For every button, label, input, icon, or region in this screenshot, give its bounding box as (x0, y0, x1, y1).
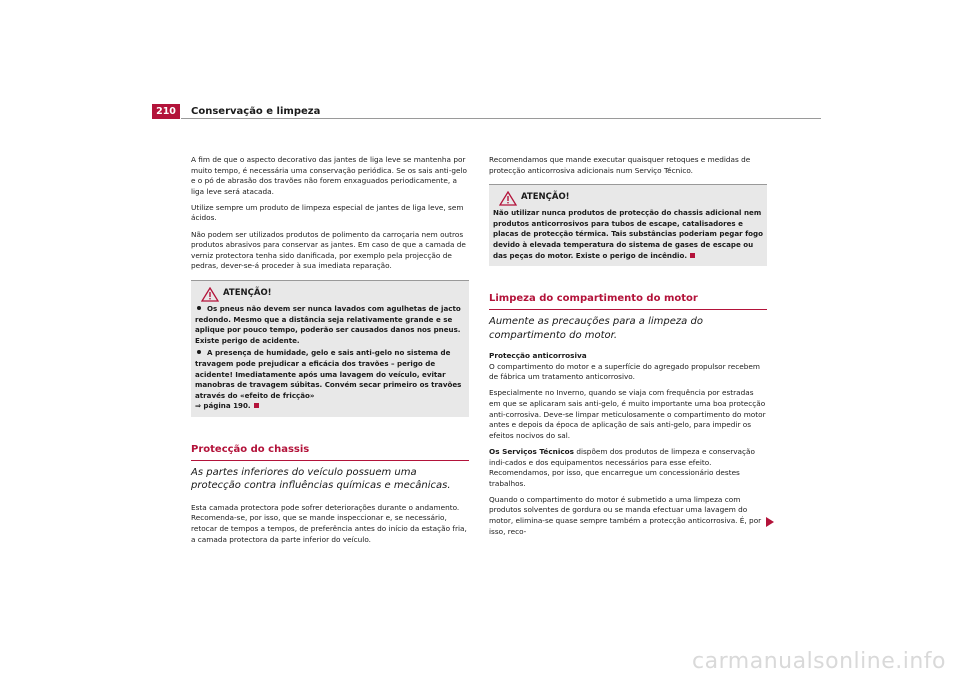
section-divider (191, 460, 469, 461)
left-column (191, 155, 469, 551)
warning-title: ATENÇÃO! (521, 192, 570, 203)
paragraph-text: dispõem dos produtos de limpeza e conservação indi-cados e dos equipamentos necessários para esse efeito. Recomendamos, por isso, que encarregue um concessionário destes trabalhos. (489, 446, 755, 488)
bullet-icon (197, 306, 201, 310)
warning-triangle-icon (201, 287, 219, 302)
paragraph: O compartimento do motor e a superfície do agregado propulsor recebem de fábrica um tratamento anticorrosivo. (489, 361, 760, 382)
emphasis-text: Os Serviços Técnicos (489, 446, 575, 456)
warning-box (489, 184, 767, 266)
warning-triangle-icon (499, 191, 517, 206)
section-title: Limpeza do compartimento do motor (489, 293, 698, 305)
section-subtitle: Aumente as precauções para a limpeza do compartimento do motor. (489, 316, 703, 341)
warning-item-text: A presença de humidade, gelo e sais anti-gelo no sistema de travagem pode prejudicar a eficácia dos travões – perigo de acidente! Imediatamente após uma lavagem do veículo, evitar manobras de travagem súbitas. Convém secar primeiro os travões através do «efeito de fricção» (195, 348, 462, 400)
watermark: carmanualsonline.info (692, 649, 946, 674)
header-divider (181, 118, 821, 119)
page-reference-link[interactable]: ⇒ página 190. (195, 401, 251, 411)
list-item (195, 348, 465, 412)
end-of-section-icon (254, 403, 259, 408)
end-of-section-icon (690, 253, 695, 258)
paragraph: A fim de que o aspecto decorativo das jantes de liga leve se mantenha por muito tempo, é necessária uma conservação periódica. Se os sais anti-gelo e o pó de abrasão dos travões não forem enxaguados periodicamente, a liga leve será atacada. (191, 155, 467, 196)
bullet-icon (197, 350, 201, 354)
warning-text: Não utilizar nunca produtos de protecção do chassis adicional nem produtos anticorrosivos para tubos de escape, catalisadores e placas de protecção térmica. Tais substâncias poderiam pegar fogo devido à elevada temperatura do sistema de gases de escape ou das peças do motor. Existe o perigo de incêndio. (493, 208, 764, 260)
paragraph: Esta camada protectora pode sofrer deteriorações durante o andamento. Recomenda-se, por isso, que se mande inspeccionar e, se necessário, retocar de tempos a tempos, de preferência antes do início da estação fria, a camada protectora da parte inferior do veículo. (191, 502, 467, 544)
warning-item-text: Os pneus não devem ser nunca lavados com agulhetas de jacto redondo. Mesmo que a distância seja relativamente grande e se aplique por pouco tempo, poderão ser causados danos nos pneus. Existe perigo de acidente. (195, 303, 461, 345)
paragraph: Quando o compartimento do motor é submetido a uma limpeza com produtos solventes de gordura ou se manda efectuar uma lavagem do motor, elimina-se quase sempre também a protecção anticorrosiva. É, por isso, reco- (489, 494, 762, 536)
paragraph: Utilize sempre um produto de limpeza especial de jantes de liga leve, sem ácidos. (191, 202, 464, 223)
continue-arrow-icon (766, 517, 774, 527)
right-column (489, 155, 767, 543)
section-divider (489, 309, 767, 310)
paragraph: Recomendamos que mande executar quaisquer retoques e medidas de protecção anticorrosiva adicionais num Serviço Técnico. (489, 155, 751, 175)
warning-title: ATENÇÃO! (223, 287, 272, 298)
section-title: Protecção do chassis (191, 443, 310, 455)
paragraph: Não podem ser utilizados produtos de polimento da carroçaria nem outros produtos abrasivos para conservar as jantes. Em caso de que a camada de verniz protectora tenha sido danificada, por exemplo pela projecção de pedras, dever-se-á proceder à sua imediata reparação. (191, 229, 466, 271)
page-title: Conservação e limpeza (191, 106, 321, 117)
section-subtitle: As partes inferiores do veículo possuem uma protecção contra influências químicas e mecânicas. (191, 466, 451, 492)
subheading: Protecção anticorrosiva (489, 351, 587, 361)
warning-header (195, 286, 465, 304)
warning-list (195, 304, 465, 412)
page-number: 210 (152, 104, 180, 119)
paragraph (489, 447, 767, 489)
paragraph: Especialmente no Inverno, quando se viaja com frequência por estradas em que se aplicaram sais anti-gelo, é muito importante uma boa protecção anti-corrosiva. Deve-se limpar meticulosamente o compartimento do motor antes e depois da época de aplicação de sais anti-gelo, para impedir os efeitos nocivos do sal. (489, 388, 766, 440)
list-item (195, 304, 465, 346)
warning-header (493, 190, 763, 208)
warning-box (191, 280, 469, 417)
